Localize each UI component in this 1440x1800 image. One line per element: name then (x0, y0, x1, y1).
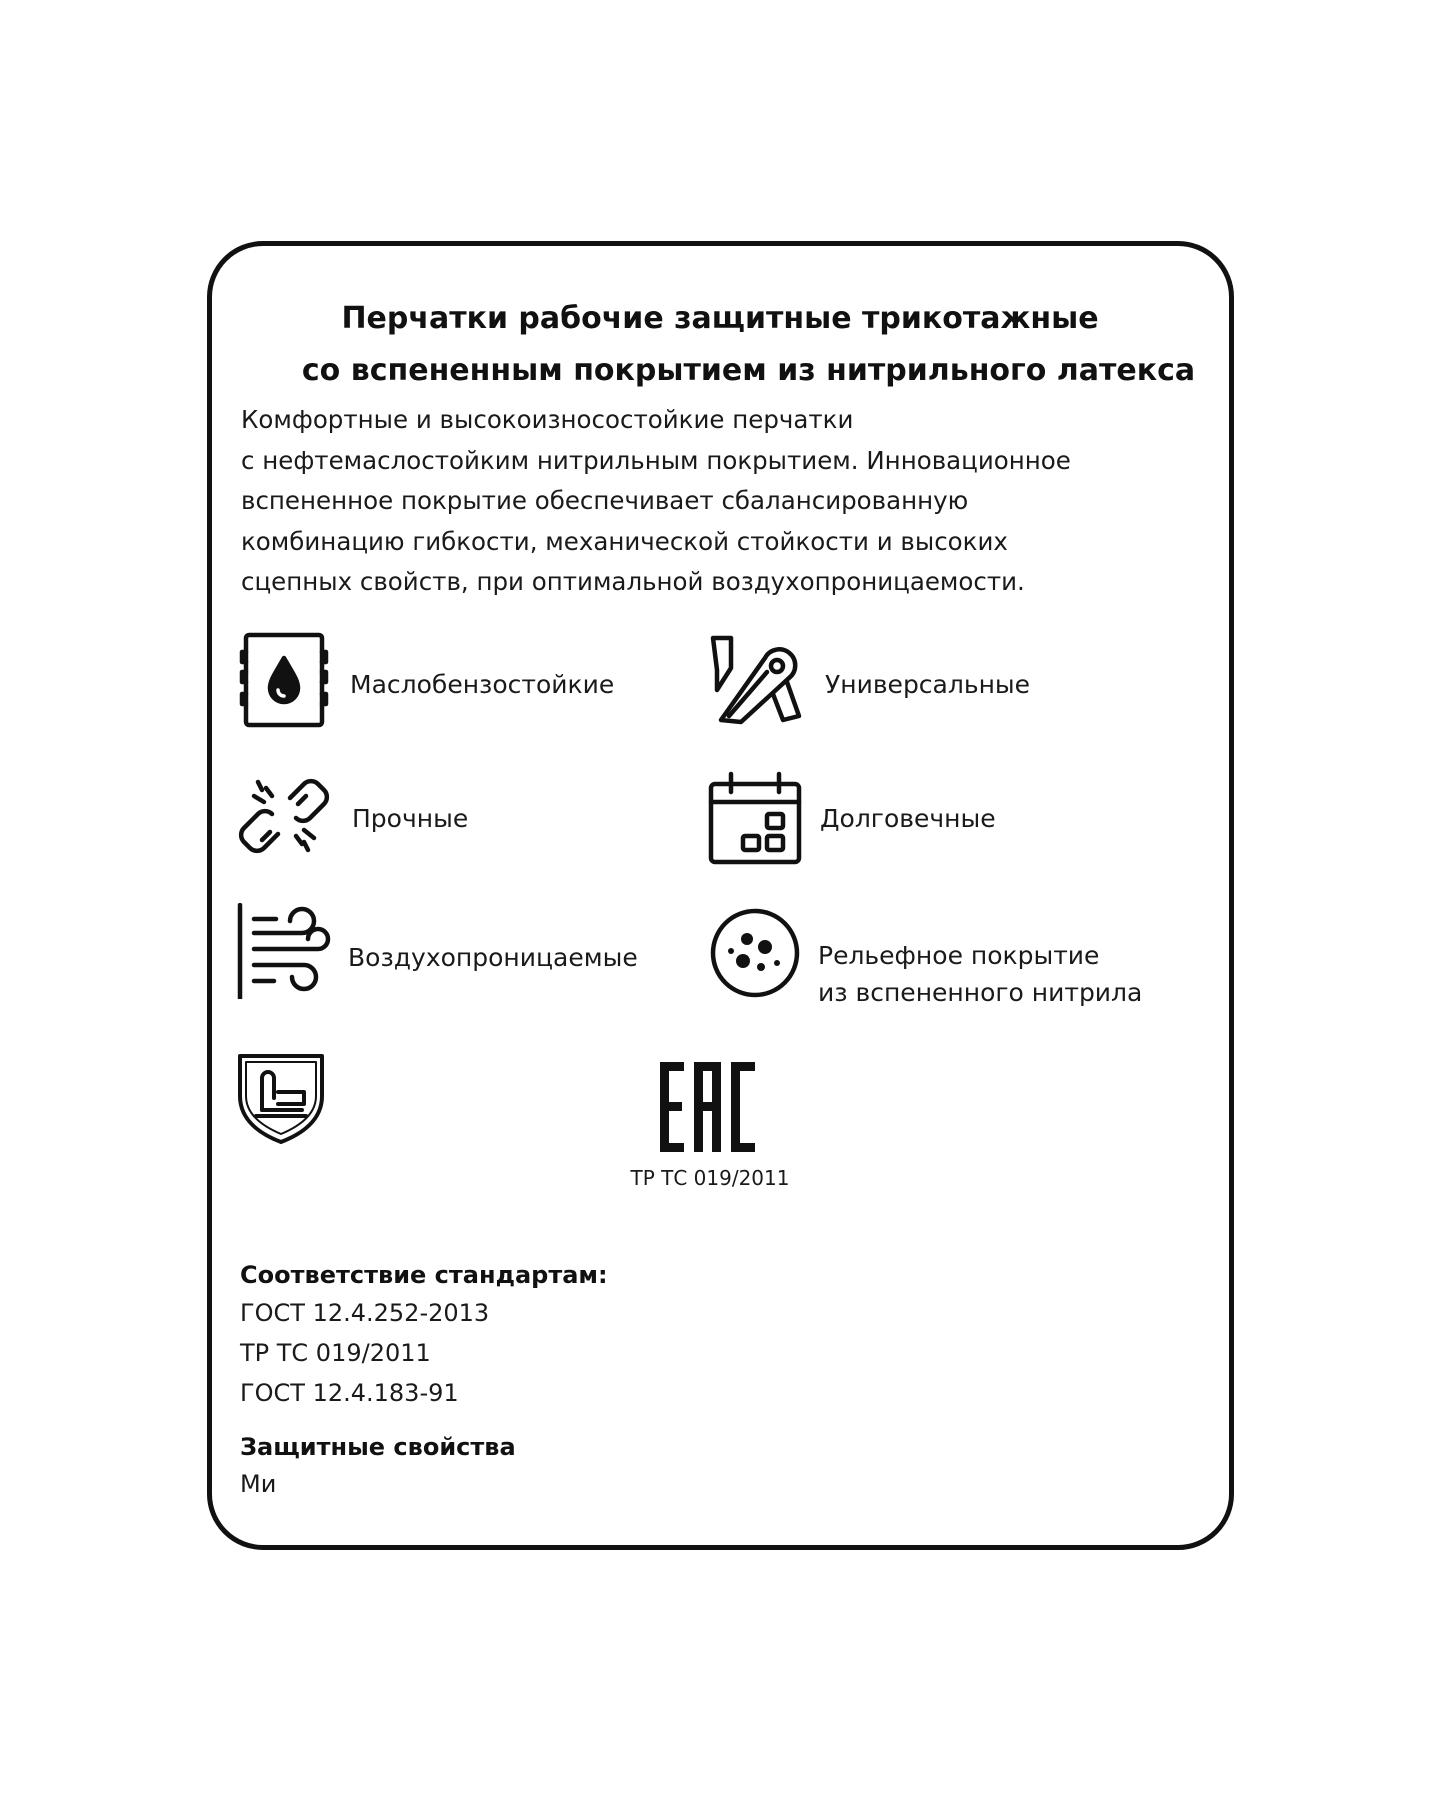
eac-caption: ТР ТС 019/2011 (630, 1166, 790, 1190)
feature-label-breathable: Воздухопроницаемые (348, 943, 638, 972)
feature-label-relief-coating (818, 937, 1142, 1011)
standards-list (240, 1293, 489, 1413)
description-line: Комфортные и высокоизносостойкие перчатки (241, 405, 854, 434)
multitool-icon (707, 630, 803, 726)
feature-label-universal: Универсальные (825, 670, 1031, 699)
description-line: комбинацию гибкости, механической стойкости и высоких (241, 526, 1008, 556)
calendar-icon (707, 770, 803, 866)
protective-properties-heading: Защитные свойства (240, 1433, 516, 1461)
title-line-1: Перчатки рабочие защитные трикотажные (341, 301, 1099, 336)
feature-label-oil-resistant: Маслобензостойкие (350, 670, 615, 699)
description-line: вспененное покрытие обеспечивает сбалансированную (241, 486, 969, 515)
standards-heading: Соответствие стандартам: (240, 1261, 608, 1289)
broken-chain-icon (236, 768, 332, 864)
oil-barrel-icon (236, 632, 332, 728)
standard-item: ТР ТС 019/2011 (240, 1339, 431, 1367)
standard-item: ГОСТ 12.4.252-2013 (240, 1299, 490, 1327)
standard-item: ГОСТ 12.4.183-91 (240, 1379, 459, 1407)
feature-label-strong: Прочные (352, 804, 469, 833)
product-description (241, 400, 1071, 603)
wind-icon (236, 903, 332, 999)
description-line: с нефтемаслостойким нитрильным покрытием. Инновационное (241, 445, 1071, 475)
protective-glove-shield-icon (236, 1052, 326, 1144)
product-title (0, 293, 1440, 397)
eac-mark (660, 1062, 755, 1152)
protective-properties-value: Ми (240, 1470, 277, 1498)
feature-label-relief-line-2: из вспененного нитрила (818, 978, 1143, 1007)
feature-label-durable: Долговечные (820, 804, 996, 833)
feature-label-relief-line-1: Рельефное покрытие (818, 941, 1100, 970)
description-line: сцепных свойств, при оптимальной воздухопроницаемости. (241, 567, 1025, 596)
dotted-circle-icon (707, 905, 803, 1001)
title-line-2: со вспененным покрытием из нитрильного латекса (301, 353, 1196, 388)
